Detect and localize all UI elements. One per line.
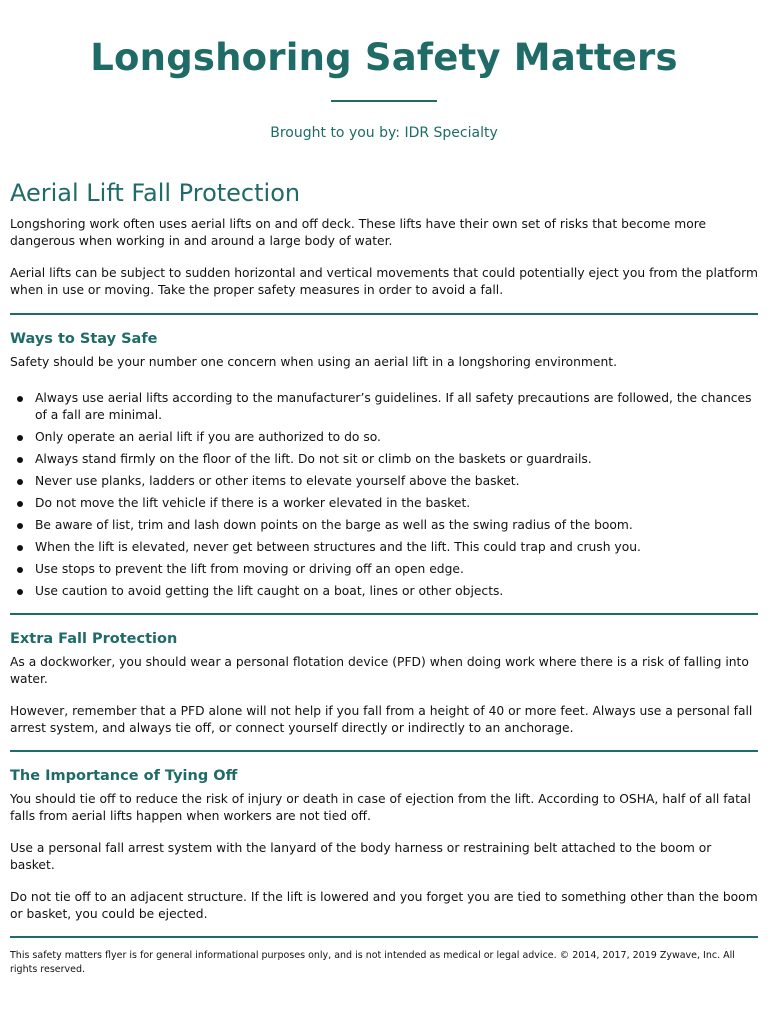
- article-title: Aerial Lift Fall Protection: [10, 179, 301, 207]
- list-item-text: Never use planks, ladders or other items to elevate yourself above the basket.: [35, 474, 520, 488]
- list-item: [35, 495, 758, 512]
- tying-paragraph-3: Do not tie off to an adjacent structure. If the lift is lowered and you forget you are tied to something other than the boom or basket, you could be ejected.: [10, 890, 758, 921]
- flyer-page: [10, 0, 758, 977]
- bullet-icon: [17, 435, 23, 441]
- list-item: [35, 539, 758, 556]
- safety-bullet-list: [10, 390, 758, 600]
- list-item-text: Only operate an aerial lift if you are authorized to do so.: [35, 430, 381, 444]
- byline: Brought to you by: IDR Specialty: [270, 125, 498, 141]
- list-item-text: Use stops to prevent the lift from moving or driving off an open edge.: [35, 562, 464, 576]
- title-underline: [331, 100, 437, 102]
- list-item: [35, 390, 758, 424]
- intro-paragraph-2: Aerial lifts can be subject to sudden horizontal and vertical movements that could potentially eject you from the platform when in use or moving. Take the proper safety measures in order to avoid a fall.: [10, 266, 758, 297]
- section-divider: [10, 750, 758, 752]
- bullet-icon: [17, 567, 23, 573]
- list-item-text: Always stand firmly on the floor of the lift. Do not sit or climb on the baskets or guardrails.: [35, 452, 592, 466]
- tying-paragraph-1: You should tie off to reduce the risk of injury or death in case of ejection from the lift. According to OSHA, half of all fatal falls from aerial lifts happen when workers are not tied off.: [10, 792, 751, 823]
- bullet-icon: [17, 589, 23, 595]
- footer-divider: [10, 936, 758, 938]
- extra-paragraph-1: As a dockworker, you should wear a personal flotation device (PFD) when doing work where there is a risk of falling into water.: [10, 655, 749, 686]
- list-item-text: Do not move the lift vehicle if there is a worker elevated in the basket.: [35, 496, 471, 510]
- bullet-icon: [17, 501, 23, 507]
- bullet-icon: [17, 396, 23, 402]
- list-item: [35, 517, 758, 534]
- list-item-text: Use caution to avoid getting the lift caught on a boat, lines or other objects.: [35, 584, 504, 598]
- list-item: [35, 561, 758, 578]
- list-item: [35, 473, 758, 490]
- section-title-extra-fall-protection: Extra Fall Protection: [10, 631, 178, 647]
- list-item-text: Be aware of list, trim and lash down points on the barge as well as the swing radius of the boom.: [35, 518, 633, 532]
- section-title-ways-to-stay-safe: Ways to Stay Safe: [10, 331, 158, 347]
- list-item: [35, 451, 758, 468]
- bullet-icon: [17, 545, 23, 551]
- list-item: [35, 429, 758, 446]
- bullet-icon: [17, 457, 23, 463]
- ways-lead-paragraph: Safety should be your number one concern when using an aerial lift in a longshoring environment.: [10, 355, 617, 369]
- section-divider: [10, 613, 758, 615]
- intro-paragraph-1: Longshoring work often uses aerial lifts on and off deck. These lifts have their own set of risks that become more dangerous when working in and around a large body of water.: [10, 217, 707, 248]
- page-title: Longshoring Safety Matters: [90, 36, 678, 79]
- section-divider: [10, 313, 758, 315]
- section-title-importance-of-tying-off: The Importance of Tying Off: [10, 768, 238, 784]
- extra-paragraph-2: However, remember that a PFD alone will not help if you fall from a height of 40 or more feet. Always use a personal fall arrest system, and always tie off, or connect yourself directly or indirectly to an anchorage.: [10, 704, 753, 735]
- footer-disclaimer: This safety matters flyer is for general informational purposes only, and is not intended as medical or legal advice. © 2014, 2017, 2019 Zywave, Inc. All rights reserved.: [10, 950, 735, 975]
- list-item-text: Always use aerial lifts according to the manufacturer’s guidelines. If all safety precautions are followed, the chances of a fall are minimal.: [35, 391, 752, 422]
- list-item: [35, 583, 758, 600]
- tying-paragraph-2: Use a personal fall arrest system with the lanyard of the body harness or restraining belt attached to the boom or basket.: [10, 841, 712, 872]
- list-item-text: When the lift is elevated, never get between structures and the lift. This could trap and crush you.: [35, 540, 641, 554]
- bullet-icon: [17, 479, 23, 485]
- bullet-icon: [17, 523, 23, 529]
